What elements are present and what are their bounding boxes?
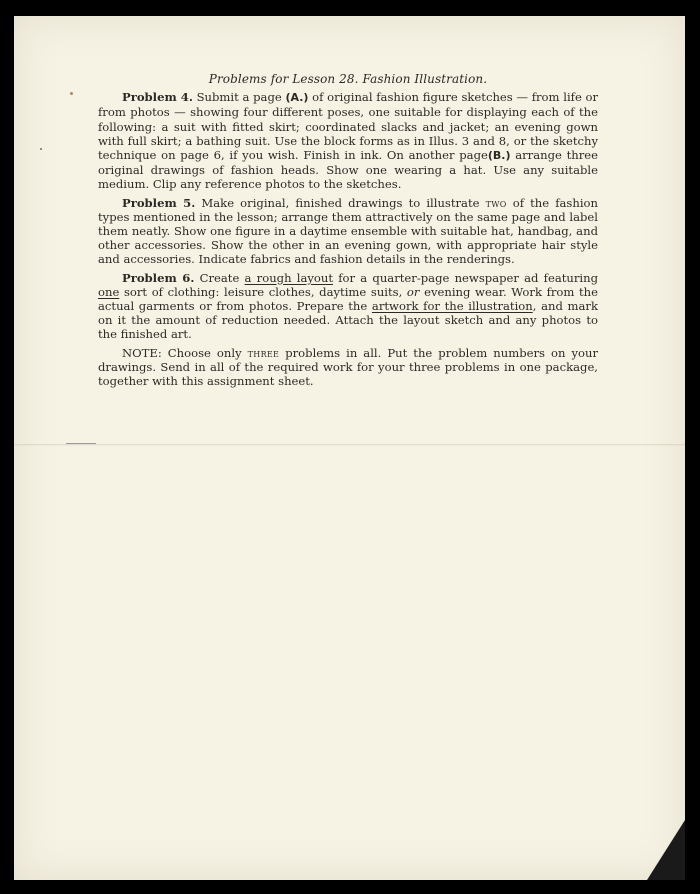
note-three: three xyxy=(247,345,280,360)
problem-6-text-4: evening wear. Work from the actual garments or from photos. Prepare the xyxy=(98,284,599,314)
note-text-2: problems in all. Put the problem numbers on your drawings. Send in all of the required work for your three problems in one package, together with this assignment sheet. xyxy=(98,345,599,389)
paper-speck xyxy=(40,148,42,150)
problem-6-paragraph xyxy=(98,271,598,342)
problem-5-label: Problem 5. xyxy=(122,195,196,210)
document-body xyxy=(98,72,598,392)
problem-6-text-1: Create xyxy=(199,270,240,285)
problem-4-text-2: of original fashion figure sketches — from life or from photos — showing four different poses, one suitable for displaying each of the following: a suit with fitted skirt; coordinated slacks and jacket; an evening gown with full skirt; a bathing suit. Use the block forms as in Illus. 3 and 8, or the sketchy technique on page 6, if you wish. Finish in ink. On another page xyxy=(98,90,599,163)
corner-curl xyxy=(647,820,685,880)
paper-speck xyxy=(70,92,73,95)
problem-5-text-2: of the fashion types mentioned in the lesson; arrange them attractively on the same page and label them neatly. Show one figure in a daytime ensemble with suitable hat, handbag, and other accessories. Show the other in an evening gown, with appropriate hair style and accessories. Indicate fabrics and fashion details in the renderings. xyxy=(98,195,598,267)
problem-5-text-1: Make original, finished drawings to illustrate xyxy=(201,195,480,210)
problem-6-text-5: , and mark on it the amount of reduction needed. Attach the layout sketch and any photos to the finished art. xyxy=(98,299,598,342)
problem-5-paragraph xyxy=(98,196,598,267)
problem-4-text-3: arrange three original drawings of fashion heads. Show one wearing a hat. Use any suitable medium. Clip any reference photos to the sketches. xyxy=(98,148,598,192)
handwritten-mark-b: (B.) xyxy=(487,149,511,163)
note-paragraph xyxy=(98,346,598,389)
problem-4-paragraph xyxy=(98,90,598,191)
document-title: Problems for Lesson 28. Fashion Illustration. xyxy=(208,72,488,86)
problem-5-two: two xyxy=(485,195,507,210)
problem-6-text-3: sort of clothing: leisure clothes, daytime suits, xyxy=(123,284,403,299)
problem-6-label: Problem 6. xyxy=(122,270,195,285)
problem-6-underline-one: one xyxy=(98,284,120,299)
handwritten-mark-a: (A.) xyxy=(285,91,309,105)
problem-4-text-1: Submit a page xyxy=(196,90,282,105)
problem-4-label: Problem 4. xyxy=(122,90,193,105)
note-text-1: NOTE: Choose only xyxy=(122,345,242,360)
problem-6-text-2: for a quarter-page newspaper ad featuring xyxy=(338,270,599,285)
problem-6-or: or xyxy=(406,284,420,299)
fold-crease xyxy=(14,444,685,446)
problem-6-underline-rough-layout: a rough layout xyxy=(244,270,334,285)
problem-6-underline-artwork: artwork for the illustration xyxy=(371,299,533,314)
